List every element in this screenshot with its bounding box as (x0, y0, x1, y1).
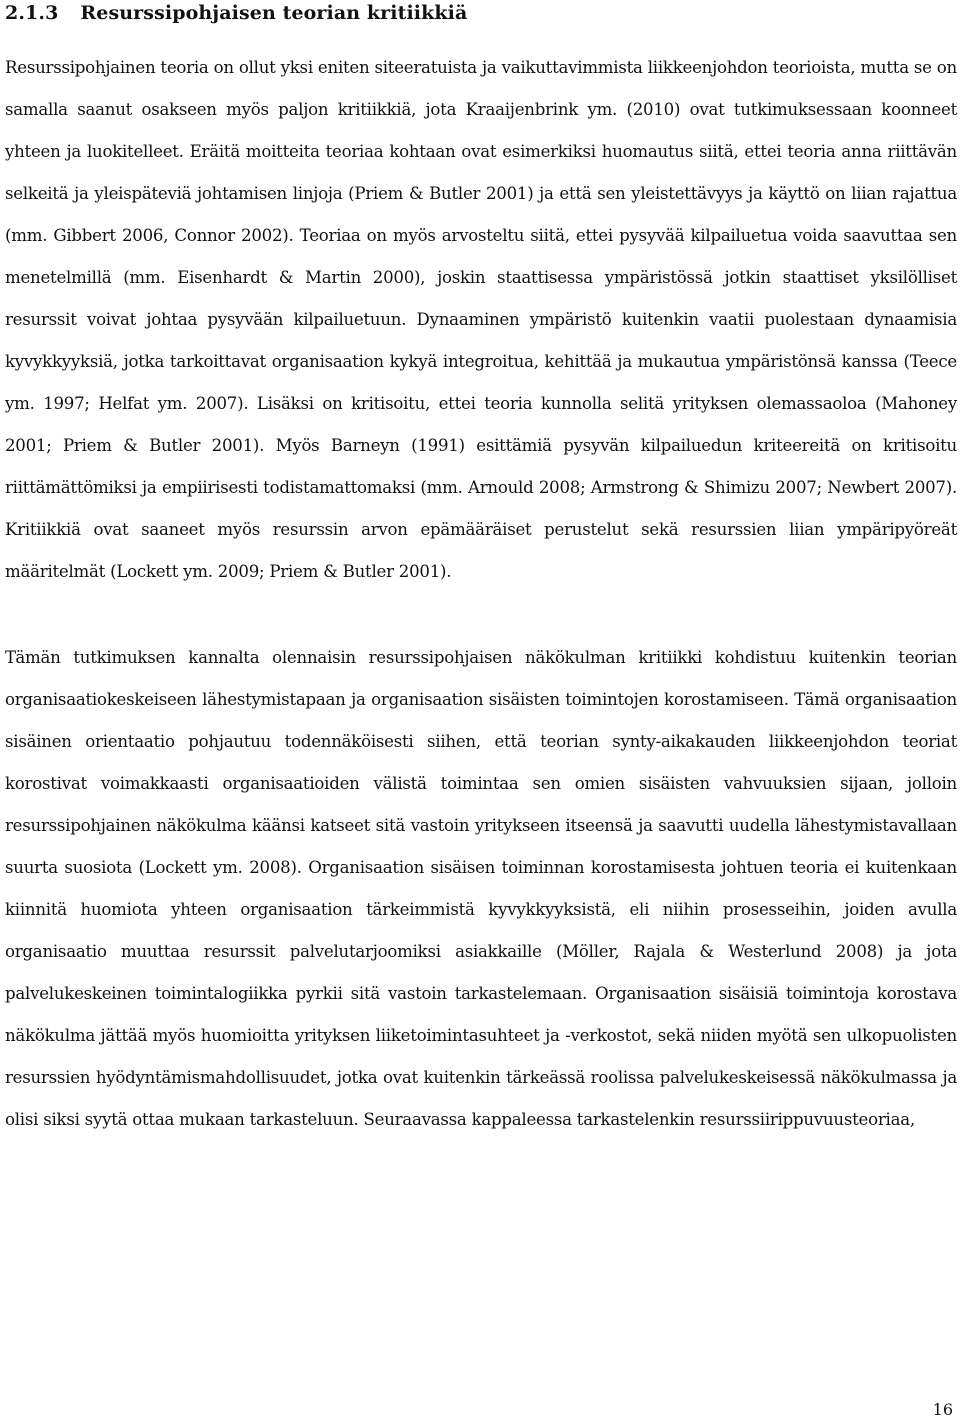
section-number: 2.1.3 (5, 2, 59, 24)
paragraph-criticism: Resurssipohjainen teoria on ollut yksi eniten siteeratuista ja vaikuttavimmista liikkeenjohdon teorioista, mutta se on samalla saanut osakseen myös paljon kritiikkiä, jota Kraaijenbrink ym. (2010) ovat tutkimuksessaan koonneet yhteen ja luokitelleet. Eräitä moitteita teoriaa kohtaan ovat esimerkiksi huomautus siitä, ettei teoria anna riittävän selkeitä ja yleispäteviä johtamisen linjoja (Priem & Butler 2001) ja että sen yleistettävyys ja käyttö on liian rajattua (mm. Gibbert 2006, Connor 2002). Teoriaa on myös arvosteltu siitä, ettei pysyvää kilpailuetua voida saavuttaa sen menetelmillä (mm. Eisenhardt & Martin 2000), joskin staattisessa ympäristössä jotkin staattiset yksilölliset resurssit voivat johtaa pysyvään kilpailuetuun. Dynaaminen ympäristö kuitenkin vaatii puolestaan dynaamisia kyvykkyyksiä, jotka tarkoittavat organisaation kykyä integroitua, kehittää ja mukautua ympäristönsä kanssa (Teece ym. 1997; Helfat ym. 2007). Lisäksi on kritisoitu, ettei teoria kunnolla selitä yrityksen olemassaoloa (Mahoney 2001; Priem & Butler 2001). Myös Barneyn (1991) esittämiä pysyvän kilpailuedun kriteereitä on kritisoitu riittämättömiksi ja empiirisesti todistamattomaksi (mm. Arnould 2008; Armstrong & Shimizu 2007; Newbert 2007). Kritiikkiä ovat saaneet myös resurssin arvon epämääräiset perustelut sekä resurssien liian ympäripyöreät määritelmät (Lockett ym. 2009; Priem & Butler 2001). (5, 58, 957, 581)
page-number: 16 (932, 1400, 953, 1419)
section-title: Resurssipohjaisen teorian kritiikkiä (80, 2, 468, 24)
document-page (5, 0, 957, 1425)
paragraph-relevance: Tämän tutkimuksen kannalta olennaisin resurssipohjaisen näkökulman kritiikki kohdistuu kuitenkin teorian organisaatiokeskeiseen lähestymistapaan ja organisaation sisäisten toimintojen korostamiseen. Tämä organisaation sisäinen orientaatio pohjautuu todennäköisesti siihen, että teorian synty-aikakauden liikkeenjohdon teoriat korostivat voimakkaasti organisaatioiden välistä toimintaa sen omien sisäisten vahvuuksien sijaan, jolloin resurssipohjainen näkökulma käänsi katseet sitä vastoin yritykseen itseensä ja saavutti uudella lähestymistavallaan suurta suosiota (Lockett ym. 2008). Organisaation sisäisen toiminnan korostamisesta johtuen teoria ei kuitenkaan kiinnitä huomiota yhteen organisaation tärkeimmistä kyvykkyyksistä, eli niihin prosesseihin, joiden avulla organisaatio muuttaa resurssit palvelutarjoomiksi asiakkaille (Möller, Rajala & Westerlund 2008) ja jota palvelukeskeinen toimintalogiikka pyrkii sitä vastoin tarkastelemaan. Organisaation sisäisiä toimintoja korostava näkökulma jättää myös huomioitta yrityksen liiketoimintasuhteet ja -verkostot, sekä niiden myötä sen ulkopuolisten resurssien hyödyntämismahdollisuudet, jotka ovat kuitenkin tärkeässä roolissa palvelukeskeisessä näkökulmassa ja olisi siksi syytä ottaa mukaan tarkasteluun. Seuraavassa kappaleessa tarkastelenkin resurssiirippuvuusteoriaa, (5, 648, 957, 1129)
section-heading (5, 0, 957, 26)
